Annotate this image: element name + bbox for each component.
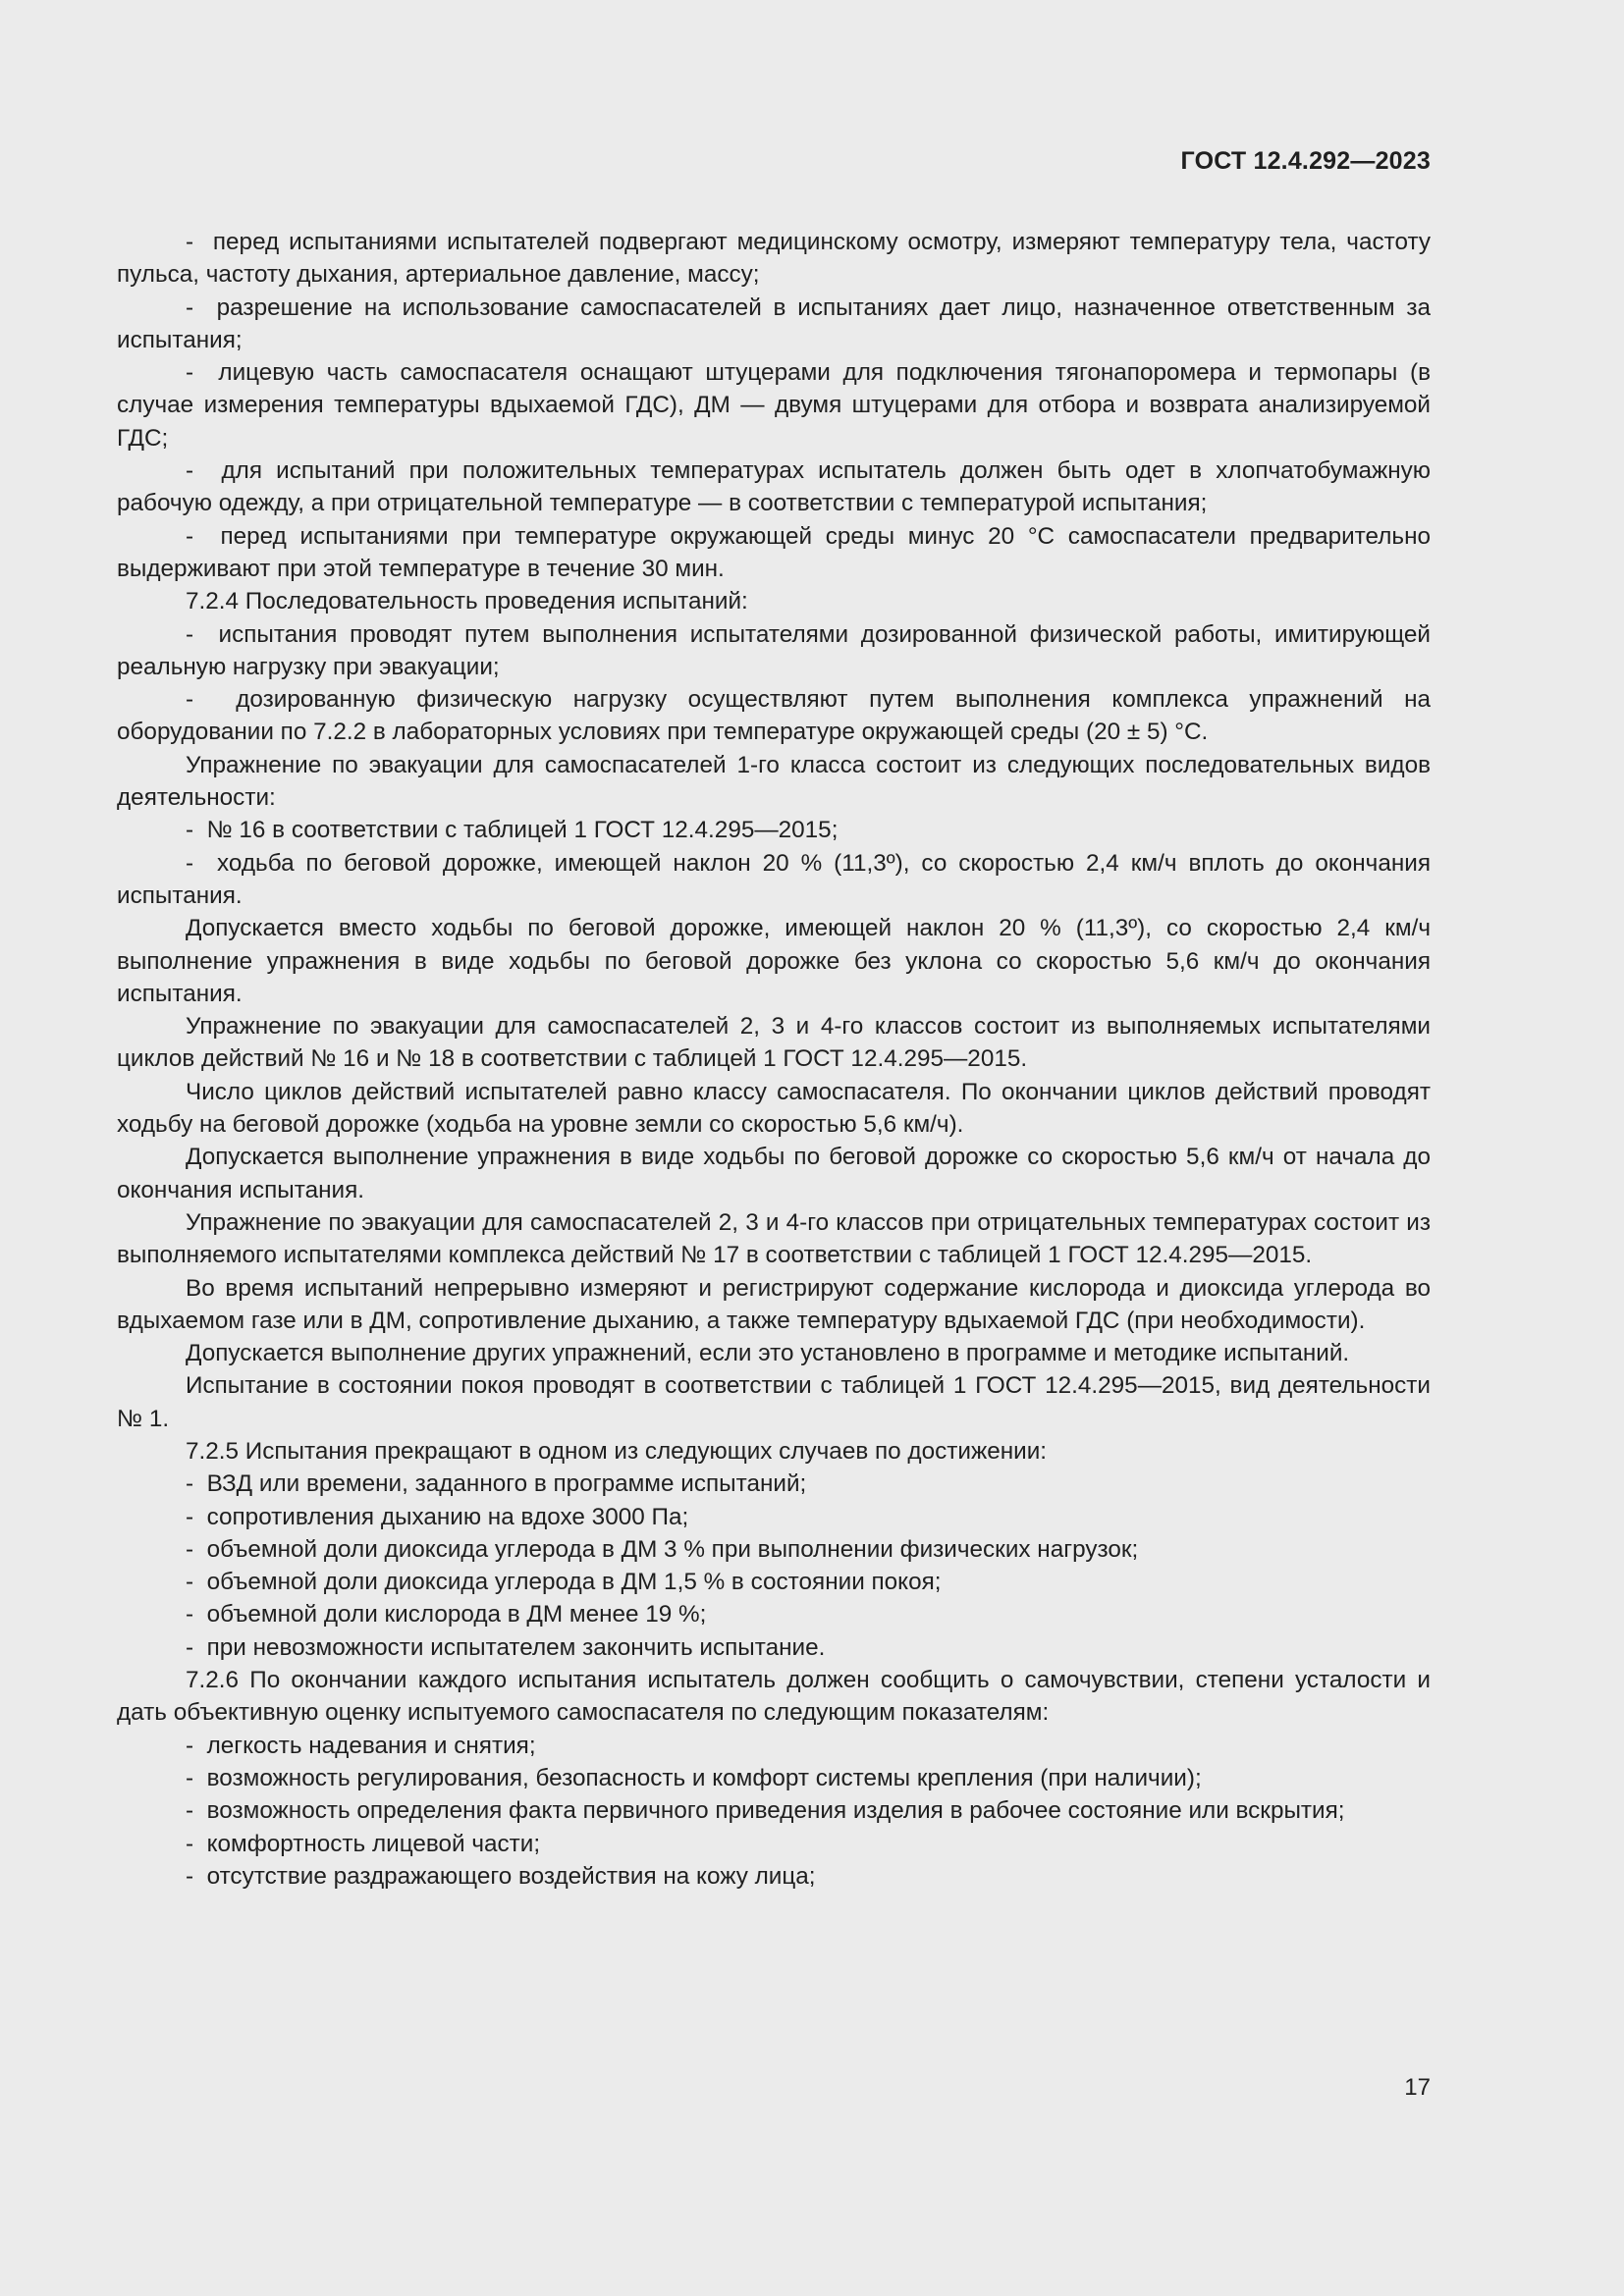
- list-item: - испытания проводят путем выполнения испытателями дозированной физической работы, имитирующей реальную нагрузку при эвакуации;: [117, 618, 1431, 684]
- list-item: - перед испытаниями испытателей подвергают медицинскому осмотру, измеряют температуру тела, частоту пульса, частоту дыхания, артериальное давление, массу;: [117, 226, 1431, 292]
- list-item: - сопротивления дыханию на вдохе 3000 Па;: [117, 1501, 1431, 1533]
- page-number: 17: [1404, 2074, 1431, 2101]
- paragraph: Упражнение по эвакуации для самоспасателей 2, 3 и 4-го классов состоит из выполняемых испытателями циклов действий № 16 и № 18 в соответствии с таблицей 1 ГОСТ 12.4.295—2015.: [117, 1013, 1431, 1073]
- document-code-header: ГОСТ 12.4.292—2023: [1180, 147, 1431, 175]
- clause-paragraph: 7.2.4 Последовательность проведения испытаний:: [186, 588, 748, 615]
- paragraph: Испытание в состоянии покоя проводят в соответствии с таблицей 1 ГОСТ 12.4.295—2015, вид деятельности № 1.: [117, 1372, 1431, 1432]
- paragraph: Допускается вместо ходьбы по беговой дорожке, имеющей наклон 20 % (11,3º), со скоростью 2,4 км/ч выполнение упражнения в виде ходьбы по беговой дорожке без уклона со скоростью 5,6 км/ч до окончания испытания.: [117, 915, 1431, 1007]
- clause-paragraph: 7.2.5 Испытания прекращают в одном из следующих случаев по достижении:: [186, 1437, 1048, 1465]
- clause-paragraph: 7.2.6 По окончании каждого испытания испытатель должен сообщить о самочувствии, степени усталости и дать объективную оценку испытуемого самоспасателя по следующим показателям:: [117, 1667, 1431, 1727]
- list-item: - объемной доли диоксида углерода в ДМ 3 % при выполнении физических нагрузок;: [117, 1533, 1431, 1566]
- body-text: [117, 226, 1431, 1893]
- paragraph: Упражнение по эвакуации для самоспасателей 2, 3 и 4-го классов при отрицательных температурах состоит из выполняемого испытателями комплекса действий № 17 в соответствии с таблицей 1 ГОСТ 12.4.295—2015.: [117, 1208, 1431, 1269]
- paragraph: Упражнение по эвакуации для самоспасателей 1-го класса состоит из следующих последовательных видов деятельности:: [117, 751, 1431, 812]
- list-item: - при невозможности испытателем закончить испытание.: [117, 1631, 1431, 1664]
- list-item: - для испытаний при положительных температурах испытатель должен быть одет в хлопчатобумажную рабочую одежду, а при отрицательной температуре — в соответствии с температурой испытания;: [117, 454, 1431, 520]
- list-item: - разрешение на использование самоспасателей в испытаниях дает лицо, назначенное ответственным за испытания;: [117, 292, 1431, 357]
- list-item: - легкость надевания и снятия;: [117, 1730, 1431, 1762]
- paragraph: Число циклов действий испытателей равно классу самоспасателя. По окончании циклов действий проводят ходьбу на беговой дорожке (ходьба на уровне земли со скоростью 5,6 км/ч).: [117, 1078, 1431, 1139]
- paragraph: Допускается выполнение упражнения в виде ходьбы по беговой дорожке со скоростью 5,6 км/ч от начала до окончания испытания.: [117, 1144, 1431, 1203]
- list-item: - возможность регулирования, безопасность и комфорт системы крепления (при наличии);: [117, 1762, 1431, 1794]
- paragraph: Во время испытаний непрерывно измеряют и регистрируют содержание кислорода и диоксида углерода во вдыхаемом газе или в ДМ, сопротивление дыханию, а также температуру вдыхаемой ГДС (при необходимости).: [117, 1274, 1431, 1334]
- list-item: - объемной доли диоксида углерода в ДМ 1,5 % в состоянии покоя;: [117, 1566, 1431, 1598]
- list-item: - отсутствие раздражающего воздействия на кожу лица;: [117, 1860, 1431, 1893]
- list-item: - дозированную физическую нагрузку осуществляют путем выполнения комплекса упражнений на оборудовании по 7.2.2 в лабораторных условиях при температуре окружающей среды (20 ± 5) °С.: [117, 683, 1431, 749]
- list-item: - объемной доли кислорода в ДМ менее 19 %;: [117, 1598, 1431, 1630]
- list-item: - комфортность лицевой части;: [117, 1828, 1431, 1860]
- list-item: - № 16 в соответствии с таблицей 1 ГОСТ 12.4.295—2015;: [117, 814, 1431, 846]
- list-item: - ходьба по беговой дорожке, имеющей наклон 20 % (11,3º), со скоростью 2,4 км/ч вплоть до окончания испытания.: [117, 847, 1431, 913]
- list-item: - лицевую часть самоспасателя оснащают штуцерами для подключения тягонапоромера и термопары (в случае измерения температуры вдыхаемой ГДС), ДМ — двумя штуцерами для отбора и возврата анализируемой ГДС;: [117, 356, 1431, 454]
- list-item: - перед испытаниями при температуре окружающей среды минус 20 °С самоспасатели предварительно выдерживают при этой температуре в течение 30 мин.: [117, 520, 1431, 586]
- list-item: - возможность определения факта первичного приведения изделия в рабочее состояние или вскрытия;: [117, 1794, 1431, 1827]
- paragraph: Допускается выполнение других упражнений, если это установлено в программе и методике испытаний.: [186, 1340, 1350, 1367]
- list-item: - ВЗД или времени, заданного в программе испытаний;: [117, 1468, 1431, 1500]
